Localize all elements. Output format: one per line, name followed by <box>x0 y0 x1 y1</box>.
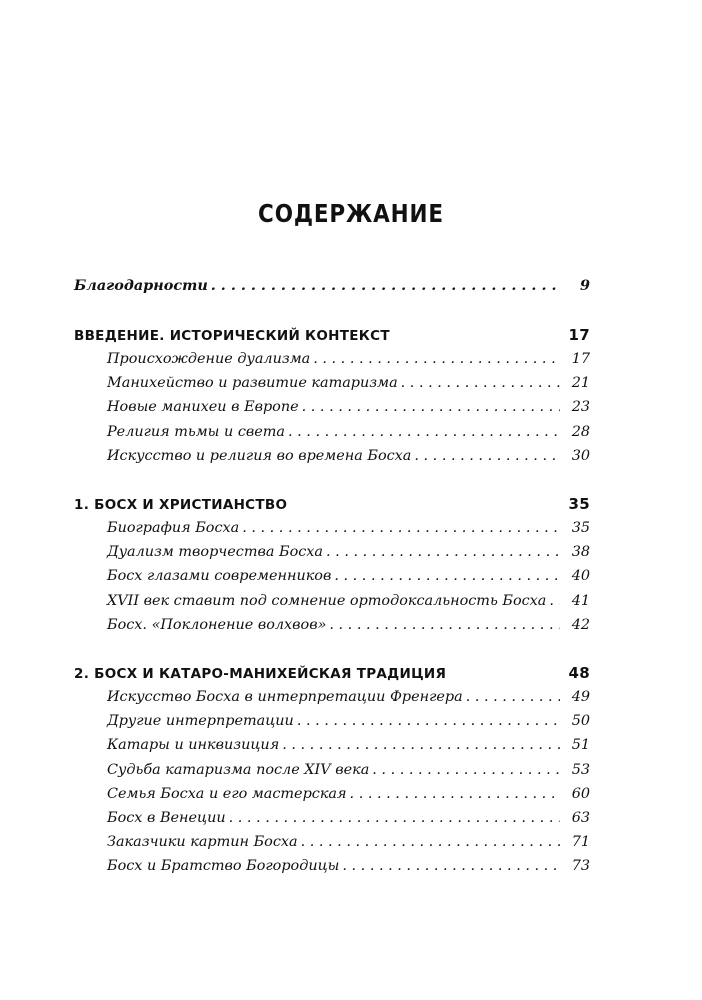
toc-entry[interactable] <box>107 617 590 633</box>
dot-leader <box>282 737 560 753</box>
dot-leader <box>401 375 560 391</box>
toc-entry-label: Судьба катаризма после XIV века <box>107 762 370 778</box>
dot-leader <box>466 689 560 705</box>
dot-leader <box>301 834 560 850</box>
dot-leader <box>350 786 560 802</box>
dot-leader <box>549 593 560 609</box>
toc-entry-label: Происхождение дуализма <box>107 351 311 367</box>
dot-leader <box>297 713 560 729</box>
toc-entry-page: 50 <box>571 713 590 729</box>
toc-entry-label: Босх глазами современников <box>107 568 332 584</box>
dot-leader <box>372 762 560 778</box>
toc-entry-label: Новые манихеи в Европе <box>107 399 299 415</box>
toc-entry[interactable] <box>107 689 590 705</box>
toc-entry-label: Религия тьмы и света <box>107 424 285 440</box>
toc-entry-label: Дуализм творчества Босха <box>107 544 324 560</box>
toc-entry-label: Семья Босха и его мастерская <box>107 786 347 802</box>
toc-entry[interactable] <box>107 399 590 415</box>
toc-entry-page: 23 <box>571 399 590 415</box>
toc-entry[interactable] <box>107 351 590 367</box>
toc-entry-page: 17 <box>571 351 590 367</box>
toc-entry[interactable] <box>107 448 590 464</box>
toc-entry[interactable] <box>107 858 590 874</box>
toc-entry-label: Биография Босха <box>107 520 240 536</box>
toc-section-title: 1. БОСХ И ХРИСТИАНСТВО <box>74 497 288 513</box>
toc-entry-page: 21 <box>571 375 590 391</box>
toc-section-page: 17 <box>568 326 590 344</box>
toc-section-1[interactable] <box>74 495 590 513</box>
toc-entry-page: 38 <box>571 544 590 560</box>
toc-entry-label: Другие интерпретации <box>107 713 294 729</box>
dot-leader <box>302 399 560 415</box>
toc-entry[interactable] <box>107 544 590 560</box>
toc-entry[interactable] <box>107 520 590 536</box>
toc-entry-page: 40 <box>571 568 590 584</box>
toc-entry[interactable] <box>107 786 590 802</box>
toc-entry-label: Искусство Босха в интерпретации Френгера <box>107 689 463 705</box>
toc-entry-label: Босх в Венеции <box>107 810 226 826</box>
dot-leader <box>326 544 560 560</box>
toc-entry-label: Босх. «Поклонение волхвов» <box>107 617 327 633</box>
toc-entry-acknowledgements[interactable] <box>74 277 590 294</box>
toc-entry[interactable] <box>107 593 590 609</box>
toc-entry-page: 28 <box>571 424 590 440</box>
dot-leader <box>334 568 560 584</box>
dot-leader <box>229 810 560 826</box>
toc-entry-page: 73 <box>571 858 590 874</box>
toc-entry-page: 51 <box>571 737 590 753</box>
toc-entry-page: 35 <box>571 520 590 536</box>
page-title: СОДЕРЖАНИЕ <box>258 199 444 228</box>
toc-entry[interactable] <box>107 375 590 391</box>
toc-entry-label: Благодарности <box>74 277 208 294</box>
toc-section-page: 48 <box>568 664 590 682</box>
toc-entry-label: Искусство и религия во времена Босха <box>107 448 412 464</box>
toc-entry-page: 41 <box>571 593 590 609</box>
toc-entry-label: XVII век ставит под сомнение ортодоксальность Босха <box>107 593 547 609</box>
toc-entry-page: 49 <box>571 689 590 705</box>
dot-leader <box>342 858 560 874</box>
toc-section-2[interactable] <box>74 664 590 682</box>
dot-leader <box>288 424 560 440</box>
toc-entry-page: 42 <box>571 617 590 633</box>
toc-entry-page: 63 <box>571 810 590 826</box>
dot-leader <box>211 277 560 294</box>
toc-entry-page: 71 <box>571 834 590 850</box>
toc-entry[interactable] <box>107 762 590 778</box>
toc-section-page: 35 <box>568 495 590 513</box>
toc-entry[interactable] <box>107 713 590 729</box>
toc-entry-label: Босх и Братство Богородицы <box>107 858 340 874</box>
toc-entry-label: Манихейство и развитие катаризма <box>107 375 398 391</box>
toc-section-introduction[interactable] <box>74 326 590 344</box>
dot-leader <box>313 351 560 367</box>
toc-entry[interactable] <box>107 834 590 850</box>
toc-entry[interactable] <box>107 568 590 584</box>
dot-leader <box>242 520 560 536</box>
dot-leader <box>414 448 560 464</box>
toc-entry[interactable] <box>107 737 590 753</box>
toc-section-title: ВВЕДЕНИЕ. ИСТОРИЧЕСКИЙ КОНТЕКСТ <box>74 328 390 344</box>
toc-entry-label: Заказчики картин Босха <box>107 834 298 850</box>
toc-entry[interactable] <box>107 424 590 440</box>
toc-entry[interactable] <box>107 810 590 826</box>
toc-entry-page: 60 <box>571 786 590 802</box>
toc-entry-page: 53 <box>571 762 590 778</box>
dot-leader <box>329 617 560 633</box>
toc-entry-page: 9 <box>579 277 590 294</box>
toc-section-title: 2. БОСХ И КАТАРО-МАНИХЕЙСКАЯ ТРАДИЦИЯ <box>74 666 447 682</box>
toc-entry-label: Катары и инквизиция <box>107 737 280 753</box>
toc-entry-page: 30 <box>571 448 590 464</box>
